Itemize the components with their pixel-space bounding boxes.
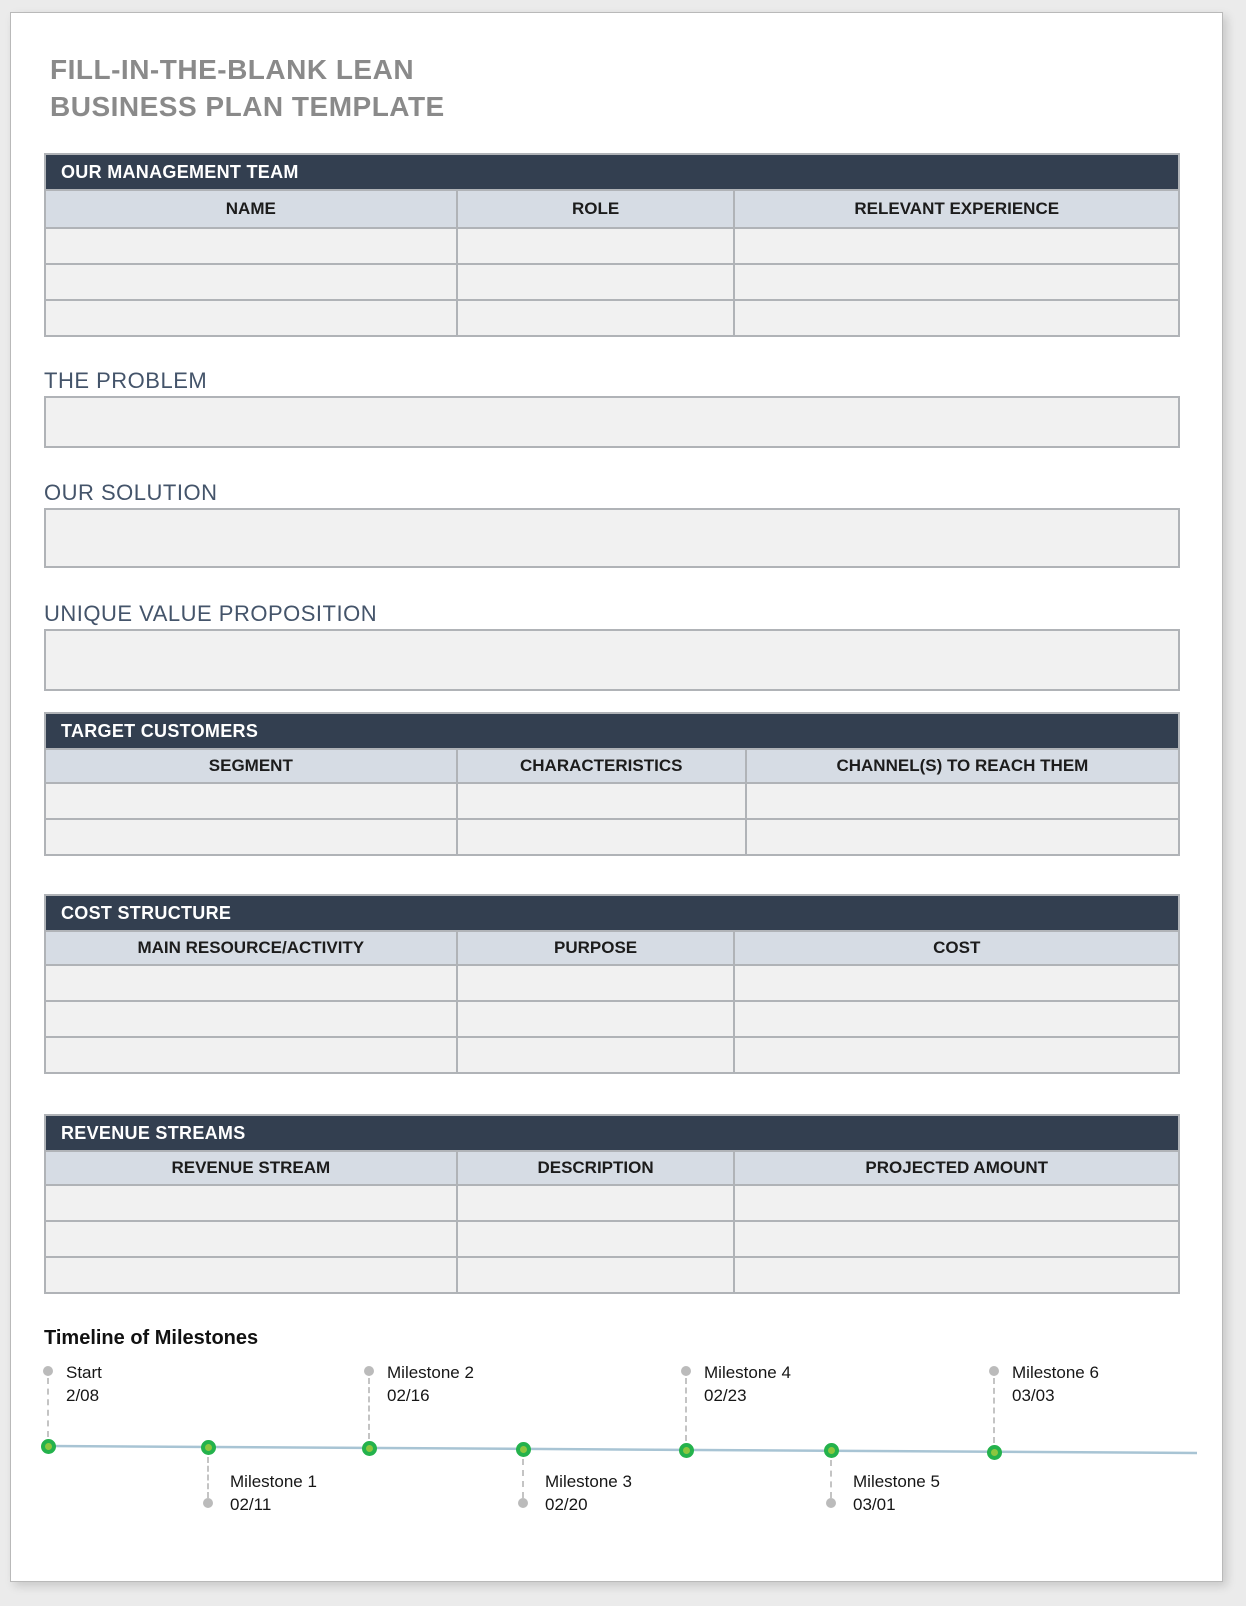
cost-structure-table <box>44 894 1180 1074</box>
column-header-description: DESCRIPTION <box>457 1151 735 1185</box>
milestone-label: Milestone 1 <box>230 1472 317 1491</box>
empty-cell[interactable] <box>457 264 735 300</box>
column-header-segment: SEGMENT <box>45 749 457 783</box>
empty-cell[interactable] <box>457 1001 735 1037</box>
milestone-date: 03/01 <box>853 1495 896 1514</box>
column-header-projected-amount: PROJECTED AMOUNT <box>734 1151 1179 1185</box>
milestone-connector <box>993 1378 995 1443</box>
milestone-date: 02/11 <box>230 1495 272 1514</box>
empty-cell[interactable] <box>45 264 457 300</box>
document-title-line2: BUSINESS PLAN TEMPLATE <box>50 91 445 122</box>
milestone-endpoint-dot <box>364 1366 374 1376</box>
table-row <box>45 264 1179 300</box>
empty-cell[interactable] <box>457 965 735 1001</box>
table-row <box>45 819 1179 855</box>
milestone-date: 2/08 <box>66 1386 100 1405</box>
column-header-role: ROLE <box>457 190 735 228</box>
problem-textbox[interactable] <box>44 396 1180 448</box>
empty-cell[interactable] <box>45 228 457 264</box>
target-customers-title-bar: TARGET CUSTOMERS <box>45 713 1179 749</box>
empty-cell[interactable] <box>734 1221 1179 1257</box>
table-row <box>45 300 1179 336</box>
empty-cell[interactable] <box>734 300 1179 336</box>
table-row <box>45 1257 1179 1293</box>
empty-cell[interactable] <box>734 1001 1179 1037</box>
column-header-main-resource-activity: MAIN RESOURCE/ACTIVITY <box>45 931 457 965</box>
empty-cell[interactable] <box>457 819 746 855</box>
empty-cell[interactable] <box>45 1037 457 1073</box>
empty-cell[interactable] <box>457 1257 735 1293</box>
milestone-label: Start <box>66 1363 102 1382</box>
empty-cell[interactable] <box>457 783 746 819</box>
empty-cell[interactable] <box>734 264 1179 300</box>
problem-heading: THE PROBLEM <box>44 368 208 393</box>
milestone-endpoint-dot <box>989 1366 999 1376</box>
table-row <box>45 228 1179 264</box>
management-team-title-bar: OUR MANAGEMENT TEAM <box>45 154 1179 190</box>
empty-cell[interactable] <box>457 300 735 336</box>
milestone-dot <box>201 1440 216 1455</box>
document-title <box>50 51 1180 125</box>
milestone-label: Milestone 4 <box>704 1363 791 1382</box>
table-row <box>45 1001 1179 1037</box>
table-row <box>45 1037 1179 1073</box>
milestone-endpoint-dot <box>518 1498 528 1508</box>
unique-value-proposition-textbox[interactable] <box>44 629 1180 691</box>
milestone-label: Milestone 6 <box>1012 1363 1099 1382</box>
empty-cell[interactable] <box>457 228 735 264</box>
document-title-line1: FILL-IN-THE-BLANK LEAN <box>50 54 415 85</box>
document-page <box>10 12 1223 1582</box>
column-header-purpose: PURPOSE <box>457 931 735 965</box>
milestone-label: Milestone 2 <box>387 1363 474 1382</box>
milestone-dot <box>362 1441 377 1456</box>
empty-cell[interactable] <box>457 1037 735 1073</box>
milestone-endpoint-dot <box>43 1366 53 1376</box>
empty-cell[interactable] <box>734 965 1179 1001</box>
milestone-date: 02/16 <box>387 1386 430 1405</box>
column-header-relevant-experience: RELEVANT EXPERIENCE <box>734 190 1179 228</box>
empty-cell[interactable] <box>45 819 457 855</box>
milestone-connector <box>830 1460 832 1498</box>
table-row <box>45 965 1179 1001</box>
column-header-revenue-stream: REVENUE STREAM <box>45 1151 457 1185</box>
cost-structure-title-bar: COST STRUCTURE <box>45 895 1179 931</box>
milestone-dot <box>679 1443 694 1458</box>
milestone-dot <box>824 1443 839 1458</box>
milestone-label: Milestone 3 <box>545 1472 632 1491</box>
milestone-endpoint-dot <box>681 1366 691 1376</box>
empty-cell[interactable] <box>746 783 1179 819</box>
empty-cell[interactable] <box>734 228 1179 264</box>
milestone-endpoint-dot <box>826 1498 836 1508</box>
milestone-date: 03/03 <box>1012 1386 1055 1405</box>
milestone-date: 02/23 <box>704 1386 747 1405</box>
table-row <box>45 1221 1179 1257</box>
empty-cell[interactable] <box>45 1257 457 1293</box>
milestone-timeline <box>44 1358 1180 1558</box>
solution-heading: OUR SOLUTION <box>44 480 218 505</box>
milestone-label: Milestone 5 <box>853 1472 940 1491</box>
column-header-characteristics: CHARACTERISTICS <box>457 749 746 783</box>
empty-cell[interactable] <box>734 1185 1179 1221</box>
table-row <box>45 1185 1179 1221</box>
empty-cell[interactable] <box>734 1257 1179 1293</box>
empty-cell[interactable] <box>457 1221 735 1257</box>
milestone-dot <box>41 1439 56 1454</box>
empty-cell[interactable] <box>45 965 457 1001</box>
empty-cell[interactable] <box>45 1221 457 1257</box>
revenue-streams-title-bar: REVENUE STREAMS <box>45 1115 1179 1151</box>
column-header-cost: COST <box>734 931 1179 965</box>
milestone-connector <box>522 1459 524 1498</box>
milestone-dot <box>516 1442 531 1457</box>
unique-value-proposition-heading: UNIQUE VALUE PROPOSITION <box>44 601 378 626</box>
column-header-channels: CHANNEL(S) TO REACH THEM <box>746 749 1179 783</box>
table-row <box>45 783 1179 819</box>
column-header-name: NAME <box>45 190 457 228</box>
empty-cell[interactable] <box>734 1037 1179 1073</box>
milestone-dot <box>987 1445 1002 1460</box>
empty-cell[interactable] <box>45 300 457 336</box>
management-team-table <box>44 153 1180 337</box>
empty-cell[interactable] <box>746 819 1179 855</box>
milestone-connector <box>368 1378 370 1439</box>
solution-textbox[interactable] <box>44 508 1180 568</box>
milestone-endpoint-dot <box>203 1498 213 1508</box>
empty-cell[interactable] <box>45 1185 457 1221</box>
milestone-connector <box>685 1378 687 1441</box>
milestone-connector <box>47 1378 49 1437</box>
empty-cell[interactable] <box>457 1185 735 1221</box>
empty-cell[interactable] <box>45 783 457 819</box>
target-customers-table <box>44 712 1180 856</box>
milestone-connector <box>207 1457 209 1498</box>
timeline-heading: Timeline of Milestones <box>44 1327 259 1349</box>
revenue-streams-table <box>44 1114 1180 1294</box>
milestone-date: 02/20 <box>545 1495 588 1514</box>
empty-cell[interactable] <box>45 1001 457 1037</box>
